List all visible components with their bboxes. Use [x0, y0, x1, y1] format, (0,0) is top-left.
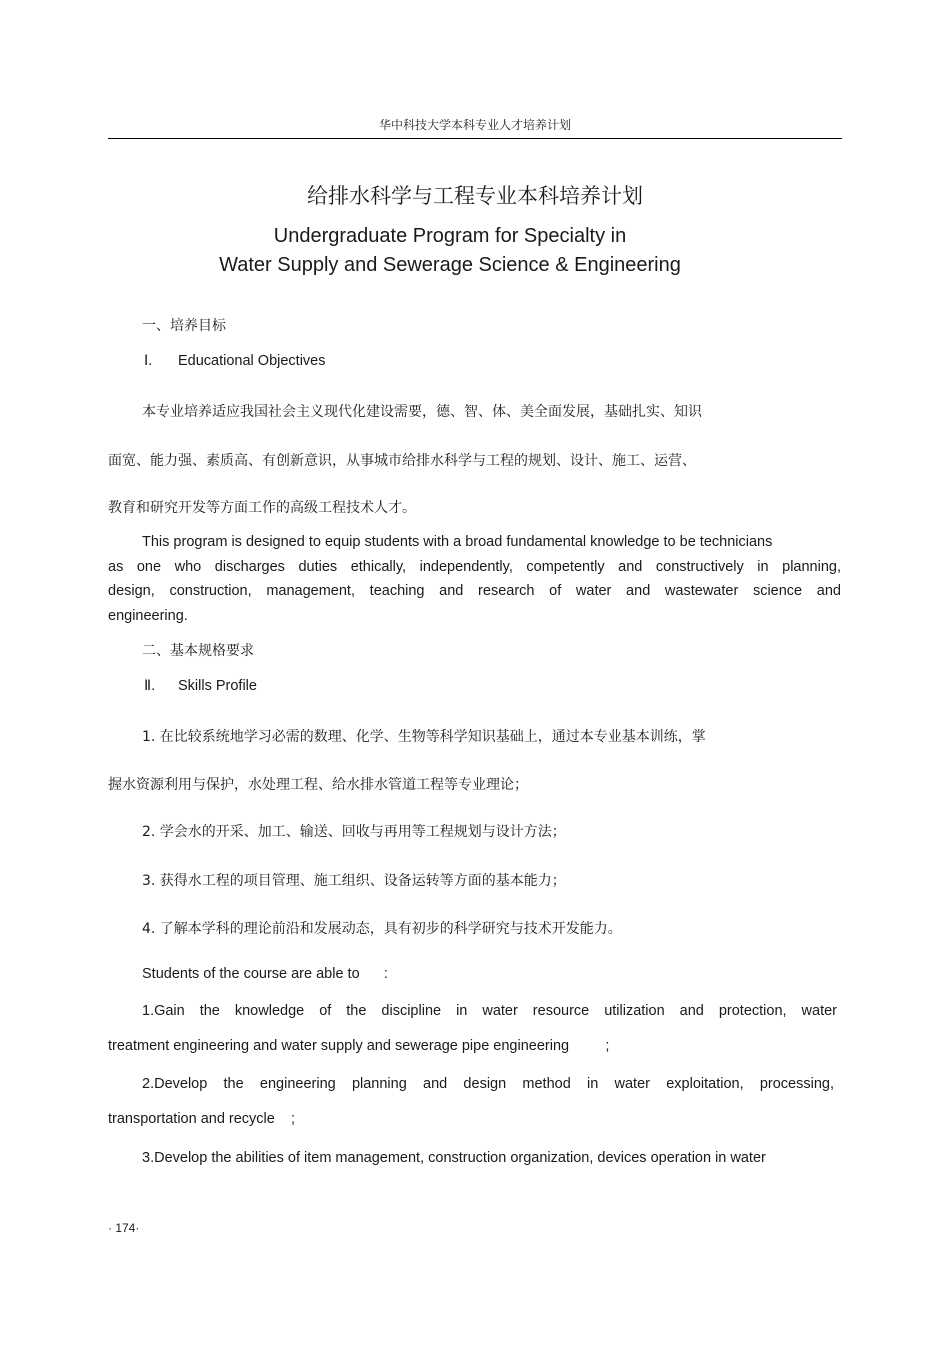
- section1-para-en-line1: This program is designed to equip students with a broad fundamental knowledge to be technicians: [142, 534, 773, 550]
- skill-en-item-1-line1: 1.Gain the knowledge of the discipline in water resource utilization and protection, water: [142, 1003, 837, 1019]
- running-header: 华中科技大学本科专业人才培养计划: [378, 118, 571, 132]
- page-title-zh: 给排水科学与工程专业本科培养计划: [307, 184, 643, 208]
- section1-para-zh-line3: 教育和研究开发等方面工作的高级工程技术人才。: [108, 500, 416, 516]
- page-title-en-line2: Water Supply and Sewerage Science & Engineering: [219, 254, 681, 276]
- section2-heading-en-num: Ⅱ.: [144, 678, 156, 694]
- section1-heading-en-num: Ⅰ.: [144, 353, 153, 369]
- section1-para-en-line2: as one who discharges duties ethically, independently, competently and constructively in planning,: [108, 559, 841, 575]
- section1-para-zh-line1: 本专业培养适应我国社会主义现代化建设需要，德、智、体、美全面发展，基础扎实、知识: [142, 404, 702, 420]
- skill-en-item-2-line1: 2.Develop the engineering planning and design method in water exploitation, processing,: [142, 1076, 834, 1092]
- skill-en-item-2-line2: transportation and recycle ;: [108, 1111, 295, 1127]
- section1-heading-zh: 一、培养目标: [142, 318, 226, 334]
- skill-item-1-line1: 1. 在比较系统地学习必需的数理、化学、生物等科学知识基础上，通过本专业基本训练，掌: [142, 729, 706, 745]
- section1-para-en-line4: engineering.: [108, 608, 188, 624]
- skills-en-intro: Students of the course are able to :: [142, 966, 388, 982]
- skill-item-2: 2. 学会水的开采、加工、输送、回收与再用等工程规划与设计方法；: [142, 824, 566, 840]
- section1-para-zh-line2: 面宽、能力强、素质高、有创新意识，从事城市给排水科学与工程的规划、设计、施工、运营、: [108, 453, 696, 469]
- skill-item-1-line2: 握水资源利用与保护，水处理工程、给水排水管道工程等专业理论；: [108, 777, 528, 793]
- page-title-en-line1: Undergraduate Program for Specialty in: [273, 225, 627, 247]
- section1-heading-en: Educational Objectives: [178, 353, 326, 369]
- skill-item-4: 4. 了解本学科的理论前沿和发展动态，具有初步的科学研究与技术开发能力。: [142, 921, 622, 937]
- page-number: · 174·: [108, 1221, 140, 1235]
- section2-heading-en: Skills Profile: [178, 678, 257, 694]
- header-rule: [108, 138, 842, 139]
- section1-para-en-line3: design, construction, management, teaching and research of water and wastewater science and: [108, 583, 841, 599]
- skill-item-3: 3. 获得水工程的项目管理、施工组织、设备运转等方面的基本能力；: [142, 873, 566, 889]
- section2-heading-zh: 二、基本规格要求: [142, 643, 254, 659]
- skill-en-item-1-line2: treatment engineering and water supply and sewerage pipe engineering ;: [108, 1038, 610, 1054]
- skill-en-item-3-line1: 3.Develop the abilities of item management, construction organization, devices operation in water: [142, 1150, 766, 1166]
